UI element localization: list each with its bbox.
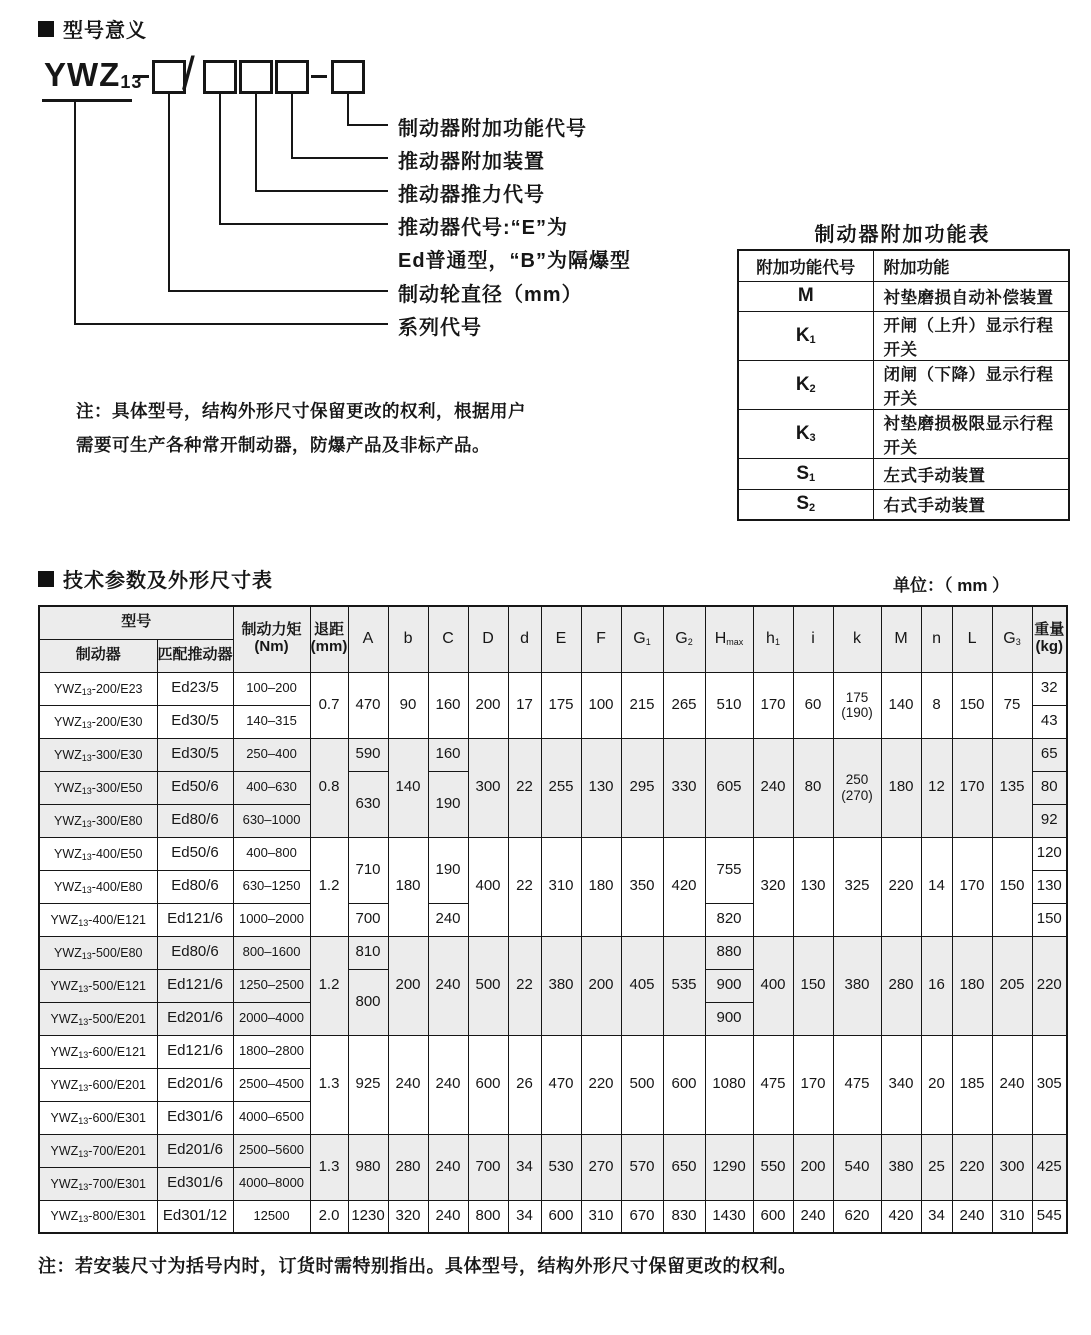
spec-cell: 830 <box>663 1200 705 1233</box>
spec-cell: 540 <box>833 1134 881 1200</box>
spec-header-cell: $H_{max}$ <box>705 606 753 672</box>
spec-cell: 140–315 <box>233 705 310 738</box>
spec-cell: 170 <box>952 738 992 837</box>
series-code-subscript: 13 <box>120 72 143 92</box>
spec-cell: 620 <box>833 1200 881 1233</box>
thruster-code-box <box>203 60 237 94</box>
spec-row <box>39 1200 1067 1233</box>
spec-cell: 400–800 <box>233 837 310 870</box>
spec-cell: 630–1000 <box>233 804 310 837</box>
function-desc: 开闸（上升）显示行程开关 <box>873 312 1069 361</box>
spec-cell: 25 <box>921 1134 952 1200</box>
spec-model-cell: $YWZ_{13}-700/E301$ <box>39 1167 157 1200</box>
spec-model-cell: $YWZ_{13}-400/E80$ <box>39 870 157 903</box>
spec-cell: 220 <box>1032 936 1067 1035</box>
spec-cell: 340 <box>881 1035 921 1134</box>
spec-cell: 43 <box>1032 705 1067 738</box>
spec-cell: 405 <box>621 936 663 1035</box>
func-row <box>738 459 1069 490</box>
func-col-header-code: 附加功能代号 <box>738 250 873 281</box>
label-thruster-attachment: 推动器附加装置 <box>398 151 545 173</box>
spec-cell: 4000–8000 <box>233 1167 310 1200</box>
spec-header-cell: b <box>388 606 428 672</box>
spec-cell: 420 <box>881 1200 921 1233</box>
function-code: $K_1$ <box>738 312 873 361</box>
spec-cell: 590 <box>348 738 388 771</box>
spec-cell: 1230 <box>348 1200 388 1233</box>
spec-cell: 1800–2800 <box>233 1035 310 1068</box>
note-model-line2: 需要可生产各种常开制动器，防爆产品及非标产品。 <box>76 435 490 455</box>
spec-header-cell: $G_1$ <box>621 606 663 672</box>
spec-cell: 1.2 <box>310 936 348 1035</box>
spec-cell: 250 (270) <box>833 738 881 837</box>
spec-cell: 470 <box>541 1035 581 1134</box>
spec-cell: 810 <box>348 936 388 969</box>
spec-header-cell: $h_1$ <box>753 606 793 672</box>
spec-cell: 180 <box>388 837 428 936</box>
series-code-text: YWZ <box>44 56 121 93</box>
spec-cell: Ed121/6 <box>157 903 233 936</box>
function-code: $S_1$ <box>738 459 873 490</box>
spec-cell: 200 <box>388 936 428 1035</box>
spec-cell: 1430 <box>705 1200 753 1233</box>
function-desc: 右式手动装置 <box>873 489 1069 520</box>
spec-cell: 2500–4500 <box>233 1068 310 1101</box>
spec-cell: 175 (190) <box>833 672 881 738</box>
spec-model-cell: $YWZ_{13}-200/E30$ <box>39 705 157 738</box>
spec-cell: 380 <box>881 1134 921 1200</box>
spec-cell: 240 <box>428 936 468 1035</box>
spec-cell: 240 <box>753 738 793 837</box>
thruster-attachment-box <box>275 60 309 94</box>
spec-header-cell: M <box>881 606 921 672</box>
spec-cell: 400 <box>468 837 508 936</box>
spec-cell: 130 <box>581 738 621 837</box>
spec-cell: 215 <box>621 672 663 738</box>
spec-cell: 12500 <box>233 1200 310 1233</box>
spec-header-cell: F <box>581 606 621 672</box>
spec-cell: 180 <box>952 936 992 1035</box>
function-code: $K_3$ <box>738 410 873 459</box>
spec-cell: Ed23/5 <box>157 672 233 705</box>
spec-cell: 325 <box>833 837 881 936</box>
spec-model-cell: $YWZ_{13}-300/E50$ <box>39 771 157 804</box>
section-title-text: 技术参数及外形尺寸表 <box>63 570 273 592</box>
function-code: $K_2$ <box>738 361 873 410</box>
spec-cell: 1000–2000 <box>233 903 310 936</box>
label-wheel-diameter: 制动轮直径（mm） <box>398 284 583 306</box>
spec-cell: 22 <box>508 738 541 837</box>
spec-row <box>39 837 1067 870</box>
spec-cell: 130 <box>793 837 833 936</box>
spec-header-cell: 型号 <box>39 606 233 639</box>
spec-cell: 240 <box>793 1200 833 1233</box>
spec-cell: 130 <box>1032 870 1067 903</box>
spec-cell: 265 <box>663 672 705 738</box>
spec-cell: 320 <box>753 837 793 936</box>
spec-cell: 630 <box>348 771 388 837</box>
spec-cell: 100 <box>581 672 621 738</box>
spec-cell: 160 <box>428 672 468 738</box>
spec-cell: 600 <box>753 1200 793 1233</box>
spec-cell: 92 <box>1032 804 1067 837</box>
spec-cell: 800 <box>348 969 388 1035</box>
brake-function-box <box>331 60 365 94</box>
spec-cell: 185 <box>952 1035 992 1134</box>
spec-cell: Ed201/6 <box>157 1134 233 1167</box>
connector-line <box>255 94 257 191</box>
spec-model-cell: $YWZ_{13}-700/E201$ <box>39 1134 157 1167</box>
spec-header-cell: $G_2$ <box>663 606 705 672</box>
spec-cell: 530 <box>541 1134 581 1200</box>
spec-cell: 800–1600 <box>233 936 310 969</box>
spec-cell: 755 <box>705 837 753 903</box>
spec-cell: 140 <box>881 672 921 738</box>
spec-cell: 510 <box>705 672 753 738</box>
spec-cell: 475 <box>833 1035 881 1134</box>
func-row <box>738 489 1069 520</box>
spec-cell: Ed201/6 <box>157 1002 233 1035</box>
spec-cell: 0.8 <box>310 738 348 837</box>
dash-separator <box>311 75 327 78</box>
spec-cell: 380 <box>541 936 581 1035</box>
connector-line <box>168 94 170 291</box>
spec-cell: 820 <box>705 903 753 936</box>
spec-cell: 1.3 <box>310 1134 348 1200</box>
spec-cell: 700 <box>468 1134 508 1200</box>
spec-cell: 305 <box>1032 1035 1067 1134</box>
spec-cell: Ed301/12 <box>157 1200 233 1233</box>
func-row <box>738 410 1069 459</box>
spec-cell: Ed50/6 <box>157 837 233 870</box>
spec-cell: 220 <box>952 1134 992 1200</box>
spec-row <box>39 738 1067 771</box>
spec-cell: 34 <box>921 1200 952 1233</box>
spec-cell: 380 <box>833 936 881 1035</box>
spec-cell: 535 <box>663 936 705 1035</box>
spec-cell: Ed301/6 <box>157 1101 233 1134</box>
spec-row <box>39 1035 1067 1068</box>
connector-line <box>219 94 221 224</box>
spec-cell: 190 <box>428 837 468 903</box>
spec-cell: 280 <box>881 936 921 1035</box>
spec-cell: 700 <box>348 903 388 936</box>
spec-cell: 470 <box>348 672 388 738</box>
connector-line <box>347 94 349 125</box>
spec-model-cell: $YWZ_{13}-300/E80$ <box>39 804 157 837</box>
spec-cell: 320 <box>388 1200 428 1233</box>
spec-cell: 605 <box>705 738 753 837</box>
note-model-line1: 注：具体型号，结构外形尺寸保留更改的权利，根据用户 <box>76 401 526 421</box>
connector-line <box>291 157 388 159</box>
spec-cell: 180 <box>881 738 921 837</box>
spec-cell: 240 <box>428 1200 468 1233</box>
spec-cell: 310 <box>992 1200 1032 1233</box>
spec-cell: 150 <box>793 936 833 1035</box>
spec-cell: 710 <box>348 837 388 903</box>
spec-cell: 630–1250 <box>233 870 310 903</box>
label-brake-function-code: 制动器附加功能代号 <box>398 118 587 140</box>
spec-cell: 4000–6500 <box>233 1101 310 1134</box>
function-code: $S_2$ <box>738 489 873 520</box>
connector-line <box>168 290 388 292</box>
spec-cell: Ed50/6 <box>157 771 233 804</box>
spec-cell: 60 <box>793 672 833 738</box>
spec-cell: 160 <box>428 738 468 771</box>
spec-cell: 240 <box>428 903 468 936</box>
spec-cell: 400 <box>753 936 793 1035</box>
spec-cell: 12 <box>921 738 952 837</box>
spec-cell: 255 <box>541 738 581 837</box>
spec-cell: 400–630 <box>233 771 310 804</box>
spec-cell: 220 <box>881 837 921 936</box>
spec-model-cell: $YWZ_{13}-600/E201$ <box>39 1068 157 1101</box>
spec-model-cell: $YWZ_{13}-200/E23$ <box>39 672 157 705</box>
spec-cell: 800 <box>468 1200 508 1233</box>
spec-cell: 175 <box>541 672 581 738</box>
spec-model-cell: $YWZ_{13}-500/E121$ <box>39 969 157 1002</box>
spec-cell: Ed30/5 <box>157 738 233 771</box>
func-col-header-function: 附加功能 <box>873 250 1069 281</box>
spec-header-cell: 匹配推动器 <box>157 639 233 672</box>
spec-cell: 8 <box>921 672 952 738</box>
unit-label: 单位：（ mm ） <box>893 576 1010 595</box>
spec-cell: 980 <box>348 1134 388 1200</box>
spec-cell: 205 <box>992 936 1032 1035</box>
connector-line <box>219 223 388 225</box>
spec-header-cell: 重量 (kg) <box>1032 606 1067 672</box>
func-header-row <box>738 250 1069 281</box>
spec-header-cell: L <box>952 606 992 672</box>
spec-cell: 240 <box>952 1200 992 1233</box>
spec-header-cell: $G_3$ <box>992 606 1032 672</box>
function-desc: 衬垫磨损自动补偿装置 <box>873 281 1069 312</box>
spec-cell: 26 <box>508 1035 541 1134</box>
spec-header-cell: i <box>793 606 833 672</box>
series-underline <box>42 99 132 102</box>
spec-cell: 880 <box>705 936 753 969</box>
connector-line <box>255 190 388 192</box>
spec-cell: 135 <box>992 738 1032 837</box>
spec-header-cell: 退距 (mm) <box>310 606 348 672</box>
spec-cell: 80 <box>793 738 833 837</box>
spec-cell: 300 <box>468 738 508 837</box>
label-thruster-code-line2: Ed普通型，“B”为隔爆型 <box>398 250 631 272</box>
spec-cell: Ed121/6 <box>157 969 233 1002</box>
section-title-model-meaning <box>38 14 147 43</box>
connector-line <box>347 124 388 126</box>
label-series-code: 系列代号 <box>398 317 482 339</box>
spec-header-row <box>39 606 1067 639</box>
function-desc: 左式手动装置 <box>873 459 1069 490</box>
spec-cell: 100–200 <box>233 672 310 705</box>
func-row <box>738 281 1069 312</box>
spec-cell: 16 <box>921 936 952 1035</box>
spec-cell: 240 <box>388 1035 428 1134</box>
spec-cell: 420 <box>663 837 705 936</box>
spec-cell: 80 <box>1032 771 1067 804</box>
spec-cell: 32 <box>1032 672 1067 705</box>
spec-header-cell: 制动器 <box>39 639 157 672</box>
spec-cell: 2500–5600 <box>233 1134 310 1167</box>
spec-cell: 200 <box>581 936 621 1035</box>
spec-cell: 280 <box>388 1134 428 1200</box>
spec-cell: 2.0 <box>310 1200 348 1233</box>
spec-cell: 425 <box>1032 1134 1067 1200</box>
spec-model-cell: $YWZ_{13}-400/E50$ <box>39 837 157 870</box>
spec-cell: 200 <box>793 1134 833 1200</box>
label-thruster-code-line1: 推动器代号:“E”为 <box>398 217 568 239</box>
spec-cell: 20 <box>921 1035 952 1134</box>
label-thruster-force-code: 推动器推力代号 <box>398 184 545 206</box>
spec-cell: 1.2 <box>310 837 348 936</box>
spec-cell: 900 <box>705 1002 753 1035</box>
spec-model-cell: $YWZ_{13}-300/E30$ <box>39 738 157 771</box>
slash-separator: / <box>182 47 195 99</box>
thruster-force-box <box>239 60 273 94</box>
spec-cell: 170 <box>952 837 992 936</box>
spec-cell: Ed80/6 <box>157 870 233 903</box>
wheel-diameter-box <box>152 60 186 94</box>
spec-cell: 600 <box>468 1035 508 1134</box>
spec-model-cell: $YWZ_{13}-400/E121$ <box>39 903 157 936</box>
spec-row <box>39 672 1067 705</box>
spec-cell: 190 <box>428 771 468 837</box>
spec-cell: 220 <box>581 1035 621 1134</box>
spec-cell: 240 <box>428 1134 468 1200</box>
section-title-text: 型号意义 <box>63 20 147 42</box>
spec-cell: 22 <box>508 936 541 1035</box>
spec-cell: 900 <box>705 969 753 1002</box>
spec-model-cell: $YWZ_{13}-600/E301$ <box>39 1101 157 1134</box>
note-dimensions: 注：若安装尺寸为括号内时，订货时需特别指出。具体型号，结构外形尺寸保留更改的权利。 <box>38 1256 797 1276</box>
spec-cell: 150 <box>1032 903 1067 936</box>
function-desc: 闭闸（下降）显示行程开关 <box>873 361 1069 410</box>
spec-cell: Ed121/6 <box>157 1035 233 1068</box>
spec-cell: 200 <box>468 672 508 738</box>
spec-cell: 65 <box>1032 738 1067 771</box>
spec-cell: 170 <box>753 672 793 738</box>
spec-model-cell: $YWZ_{13}-600/E121$ <box>39 1035 157 1068</box>
spec-cell: 0.7 <box>310 672 348 738</box>
spec-cell: 14 <box>921 837 952 936</box>
spec-cell: 500 <box>468 936 508 1035</box>
spec-model-cell: $YWZ_{13}-500/E201$ <box>39 1002 157 1035</box>
section-marker-icon <box>38 571 54 587</box>
spec-cell: Ed201/6 <box>157 1068 233 1101</box>
spec-cell: 120 <box>1032 837 1067 870</box>
spec-header-cell: D <box>468 606 508 672</box>
spec-cell: 240 <box>992 1035 1032 1134</box>
spec-cell: 2000–4000 <box>233 1002 310 1035</box>
spec-cell: Ed30/5 <box>157 705 233 738</box>
spec-table <box>38 605 1068 1234</box>
spec-cell: 545 <box>1032 1200 1067 1233</box>
note-model <box>76 394 526 462</box>
spec-cell: 170 <box>793 1035 833 1134</box>
spec-cell: 330 <box>663 738 705 837</box>
spec-cell: 310 <box>581 1200 621 1233</box>
spec-cell: 140 <box>388 738 428 837</box>
spec-cell: 295 <box>621 738 663 837</box>
func-row <box>738 312 1069 361</box>
dash-separator <box>133 75 149 78</box>
spec-cell: 270 <box>581 1134 621 1200</box>
spec-header-cell: C <box>428 606 468 672</box>
spec-cell: 250–400 <box>233 738 310 771</box>
spec-header-cell: E <box>541 606 581 672</box>
spec-cell: 150 <box>992 837 1032 936</box>
spec-header-cell: A <box>348 606 388 672</box>
spec-cell: 550 <box>753 1134 793 1200</box>
spec-row <box>39 936 1067 969</box>
spec-cell: 500 <box>621 1035 663 1134</box>
spec-cell: Ed80/6 <box>157 804 233 837</box>
spec-cell: 34 <box>508 1134 541 1200</box>
spec-cell: 1080 <box>705 1035 753 1134</box>
func-row <box>738 361 1069 410</box>
spec-cell: 1.3 <box>310 1035 348 1134</box>
spec-cell: 350 <box>621 837 663 936</box>
spec-cell: 475 <box>753 1035 793 1134</box>
connector-line <box>291 94 293 158</box>
spec-cell: 670 <box>621 1200 663 1233</box>
section-marker-icon <box>38 21 54 37</box>
spec-cell: Ed80/6 <box>157 936 233 969</box>
brake-function-table <box>737 249 1070 521</box>
spec-cell: 180 <box>581 837 621 936</box>
connector-line <box>74 323 388 325</box>
spec-header-cell: 制动力矩 (Nm) <box>233 606 310 672</box>
function-desc: 衬垫磨损极限显示行程开关 <box>873 410 1069 459</box>
spec-cell: 1250–2500 <box>233 969 310 1002</box>
spec-cell: 34 <box>508 1200 541 1233</box>
spec-cell: 600 <box>541 1200 581 1233</box>
function-code: M <box>738 281 873 312</box>
connector-line <box>74 100 76 324</box>
spec-cell: Ed301/6 <box>157 1167 233 1200</box>
spec-cell: 925 <box>348 1035 388 1134</box>
spec-cell: 310 <box>541 837 581 936</box>
spec-cell: 1290 <box>705 1134 753 1200</box>
spec-header-cell: n <box>921 606 952 672</box>
spec-model-cell: $YWZ_{13}-800/E301$ <box>39 1200 157 1233</box>
spec-cell: 570 <box>621 1134 663 1200</box>
section-title-spec <box>38 564 273 593</box>
series-code <box>44 56 142 94</box>
spec-cell: 90 <box>388 672 428 738</box>
spec-cell: 150 <box>952 672 992 738</box>
spec-header-cell: d <box>508 606 541 672</box>
spec-cell: 240 <box>428 1035 468 1134</box>
spec-row <box>39 1134 1067 1167</box>
spec-cell: 22 <box>508 837 541 936</box>
spec-cell: 17 <box>508 672 541 738</box>
function-table-title: 制动器附加功能表 <box>814 224 991 246</box>
spec-model-cell: $YWZ_{13}-500/E80$ <box>39 936 157 969</box>
spec-cell: 75 <box>992 672 1032 738</box>
spec-cell: 600 <box>663 1035 705 1134</box>
spec-cell: 300 <box>992 1134 1032 1200</box>
spec-header-cell: k <box>833 606 881 672</box>
spec-cell: 650 <box>663 1134 705 1200</box>
